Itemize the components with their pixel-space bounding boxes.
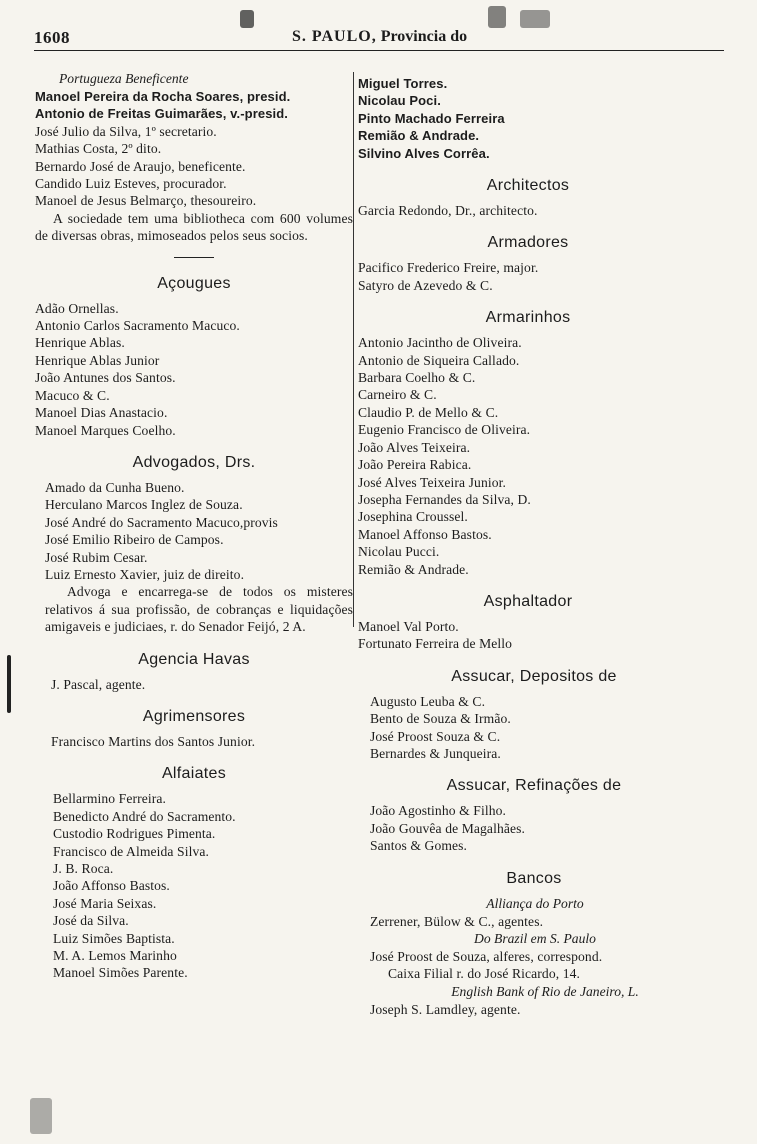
list-item: Francisco de Almeida Silva. xyxy=(53,843,209,859)
heading-architectos: Architectos xyxy=(486,177,570,195)
list-item: Caixa Filial r. do José Ricardo, 14. xyxy=(388,966,581,982)
list-item: Josephina Croussel. xyxy=(358,509,468,525)
list-item: Manoel de Jesus Belmarço, thesoureiro. xyxy=(35,193,257,209)
heading-armadores: Armadores xyxy=(487,234,569,252)
list-item: Macuco & C. xyxy=(35,387,110,403)
list-item: M. A. Lemos Marinho xyxy=(53,948,177,964)
list-item: Pinto Machado Ferreira xyxy=(358,110,505,126)
list-item: J. Pascal, agente. xyxy=(51,676,146,692)
list-item: José Emilio Ribeiro de Campos. xyxy=(45,532,224,548)
list-item: Zerrener, Bülow & C., agentes. xyxy=(370,913,544,929)
ink-mark xyxy=(520,10,550,28)
society-note: A sociedade tem uma bibliotheca com 600 volumes de diversas obras, mimoseados pelos seus socios. xyxy=(35,210,353,244)
list-item: João Agostinho & Filho. xyxy=(370,803,506,819)
right-column xyxy=(358,75,698,1018)
list-item: Bernardes & Junqueira. xyxy=(370,745,501,761)
list-item: Luiz Simões Baptista. xyxy=(53,930,175,946)
list-item: José Proost Souza & C. xyxy=(370,728,501,744)
list-item: Manoel Pereira da Rocha Soares, presid. xyxy=(35,89,291,104)
list-item: Francisco Martins dos Santos Junior. xyxy=(51,733,256,749)
list-item: Garcia Redondo, Dr., architecto. xyxy=(358,203,538,219)
list-item: Candido Luiz Esteves, procurador. xyxy=(35,176,227,192)
ink-mark xyxy=(30,1098,52,1134)
list-item: João Pereira Rabica. xyxy=(358,457,472,473)
list-item: Antonio Carlos Sacramento Macuco. xyxy=(35,318,240,334)
list-item: Adão Ornellas. xyxy=(35,300,119,316)
list-item: Bellarmino Ferreira. xyxy=(53,791,166,807)
heading-advogados: Advogados, Drs. xyxy=(132,453,256,471)
advogado-note: Advoga e encarrega-se de todos os misteres relativos á sua profissão, de cobranças e liquidações amigaveis e judiciaes, r. do Senador Feijó, 2 A. xyxy=(45,584,353,635)
heading-assucar-depositos: Assucar, Depositos de xyxy=(451,667,617,685)
section-title-portugueza: Portugueza Beneficente xyxy=(59,71,189,86)
heading-acougues: Açougues xyxy=(157,274,231,292)
list-item: Barbara Coelho & C. xyxy=(358,370,476,386)
running-head xyxy=(292,28,467,46)
list-item: Remião & Andrade. xyxy=(358,561,469,577)
heading-assucar-refinacoes: Assucar, Refinações de xyxy=(446,777,622,795)
section-rule xyxy=(174,257,214,258)
list-item: Bento de Souza & Irmão. xyxy=(370,711,511,727)
heading-armarinhos: Armarinhos xyxy=(485,309,571,327)
bank-title-alianca: Alliança do Porto xyxy=(486,895,584,911)
list-item: Claudio P. de Mello & C. xyxy=(358,404,499,420)
list-item: Manoel Val Porto. xyxy=(358,618,459,634)
list-item: Josepha Fernandes da Silva, D. xyxy=(358,491,531,507)
list-item: José Alves Teixeira Junior. xyxy=(358,474,506,490)
heading-alfaiates: Alfaiates xyxy=(161,765,227,783)
list-item: José Rubim Cesar. xyxy=(45,549,148,565)
running-head-city: S. PAULO, xyxy=(292,28,377,45)
list-item: Henrique Ablas Junior xyxy=(35,352,160,368)
list-item: Herculano Marcos Inglez de Souza. xyxy=(45,497,243,513)
left-column xyxy=(35,70,353,982)
list-item: João Gouvêa de Magalhães. xyxy=(370,820,525,836)
list-item: Nicolau Pucci. xyxy=(358,544,440,560)
list-item: Joseph S. Lamdley, agente. xyxy=(370,1001,521,1017)
list-item: Manoel Simões Parente. xyxy=(53,965,188,981)
list-item: Antonio de Siqueira Callado. xyxy=(358,352,520,368)
list-item: Manoel Affonso Bastos. xyxy=(358,526,492,542)
ink-mark xyxy=(240,10,254,28)
list-item: José Julio da Silva, 1º secretario. xyxy=(35,123,217,139)
list-item: José da Silva. xyxy=(53,913,129,929)
list-item: Manoel Marques Coelho. xyxy=(35,422,176,438)
column-divider xyxy=(353,72,354,627)
list-item: Silvino Alves Corrêa. xyxy=(358,145,490,161)
heading-agrimensores: Agrimensores xyxy=(142,707,246,725)
heading-bancos: Bancos xyxy=(506,869,562,887)
list-item: Santos & Gomes. xyxy=(370,838,468,854)
list-item: Augusto Leuba & C. xyxy=(370,693,486,709)
list-item: Mathias Costa, 2º dito. xyxy=(35,141,162,157)
list-item: Luiz Ernesto Xavier, juiz de direito. xyxy=(45,566,245,582)
list-item: José Proost de Souza, alferes, correspond. xyxy=(370,949,603,964)
list-item: Manoel Dias Anastacio. xyxy=(35,405,168,421)
list-item: J. B. Roca. xyxy=(53,861,114,876)
list-item: Pacifico Frederico Freire, major. xyxy=(358,260,539,276)
list-item: Carneiro & C. xyxy=(358,387,437,403)
list-item: José Maria Seixas. xyxy=(53,895,157,911)
list-item: Custodio Rodrigues Pimenta. xyxy=(53,826,216,842)
list-item: Bernardo José de Araujo, beneficente. xyxy=(35,158,246,174)
list-item: Antonio de Freitas Guimarães, v.-presid. xyxy=(35,106,288,122)
list-item: José André do Sacramento Macuco,provis xyxy=(45,514,278,530)
heading-asphaltador: Asphaltador xyxy=(483,592,573,610)
running-head-province: Provincia do xyxy=(380,28,468,45)
list-item: Fortunato Ferreira de Mello xyxy=(358,636,513,652)
bank-title-brazil: Do Brazil em S. Paulo xyxy=(474,931,596,946)
list-item: Amado da Cunha Bueno. xyxy=(45,479,185,495)
list-item: Henrique Ablas. xyxy=(35,335,125,351)
ink-mark xyxy=(488,6,506,28)
ink-mark xyxy=(7,655,11,713)
list-item: Satyro de Azevedo & C. xyxy=(358,277,493,293)
list-item: João Alves Teixeira. xyxy=(358,439,471,455)
list-item: João Affonso Bastos. xyxy=(53,878,170,894)
list-item: Miguel Torres. xyxy=(358,76,448,91)
list-item: Remião & Andrade. xyxy=(358,128,480,144)
list-item: Eugenio Francisco de Oliveira. xyxy=(358,422,531,438)
list-item: Benedicto André do Sacramento. xyxy=(53,808,236,824)
list-item: Antonio Jacintho de Oliveira. xyxy=(358,335,522,351)
page-number: 1608 xyxy=(34,28,70,47)
list-item: Nicolau Poci. xyxy=(358,93,441,109)
list-item: João Antunes dos Santos. xyxy=(35,370,176,386)
bank-title-english: English Bank of Rio de Janeiro, L. xyxy=(451,983,639,999)
heading-agencia: Agencia Havas xyxy=(138,650,250,668)
page-header xyxy=(34,28,724,51)
